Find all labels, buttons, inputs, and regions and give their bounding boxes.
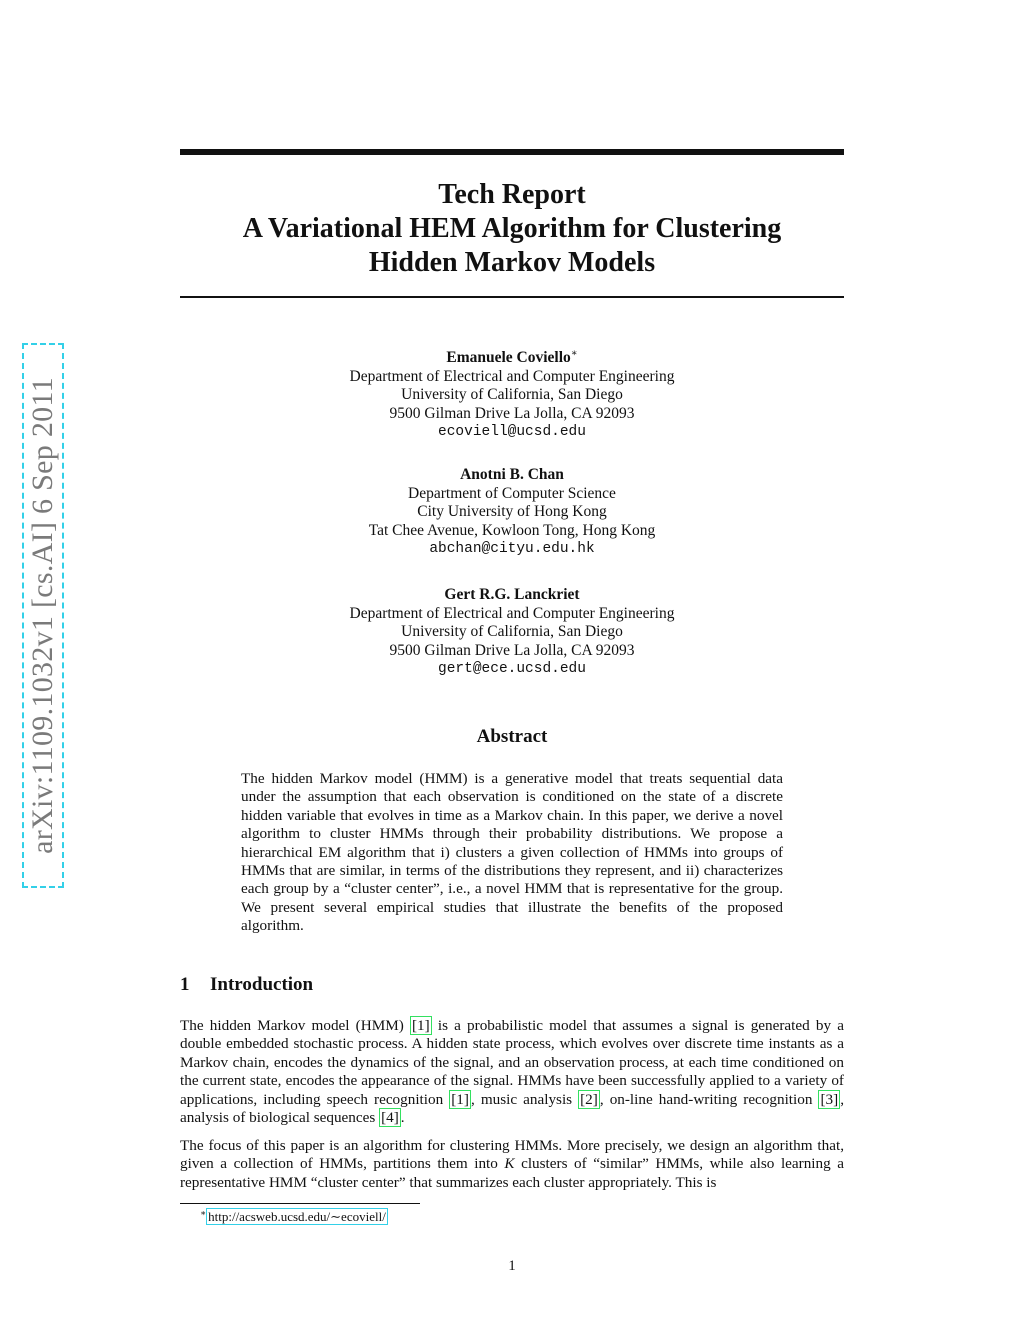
- section-title: Introduction: [210, 974, 314, 995]
- citation-link[interactable]: [3]: [820, 1090, 839, 1108]
- affiliation-line: 9500 Gilman Drive La Jolla, CA 92093: [389, 641, 635, 659]
- paragraph-text: .: [400, 1109, 405, 1127]
- page-number: 1: [508, 1258, 516, 1274]
- abstract-text: The hidden Markov model (HMM) is a generative model that treats sequential data under the assumption that each observation is conditioned on the state of a discrete hidden variable that evolves in time as a Markov chain. In this paper, we derive a novel algorithm to cluster HMMs through their probability distributions. We propose a hierarchical EM algorithm that i) clusters a given collection of HMMs into groups of HMMs that are similar, in terms of the distributions they represent, and ii) characterizes each group by a “cluster center”, i.e., a novel HMM that is representative for the group. We present several empirical studies that illustrate the benefits of the proposed algorithm.: [241, 770, 783, 935]
- abstract-heading: Abstract: [476, 726, 548, 747]
- title-line: A Variational HEM Algorithm for Clustering: [242, 213, 782, 244]
- paragraph-text: , analysis of biological sequences: [180, 1090, 844, 1127]
- author-name: Gert R.G. Lanckriet: [444, 586, 580, 603]
- title-rule-bottom: [180, 296, 844, 298]
- author-block: [180, 345, 844, 442]
- footnote-url-link[interactable]: http://acsweb.ucsd.edu/∼ecoviell/: [208, 1209, 386, 1225]
- affiliation-line: City University of Hong Kong: [417, 503, 607, 520]
- affiliation-line: 9500 Gilman Drive La Jolla, CA 92093: [389, 404, 635, 422]
- section-heading: [180, 974, 313, 996]
- citation-link[interactable]: [1]: [451, 1090, 469, 1108]
- author-email: abchan@cityu.edu.hk: [429, 541, 595, 557]
- footnote-mark: ∗: [570, 348, 578, 359]
- intro-paragraph-1: [180, 1017, 844, 1127]
- author-block: [180, 466, 844, 559]
- paragraph-text: The hidden Markov model (HMM): [180, 1017, 410, 1034]
- math-variable: K: [504, 1155, 515, 1173]
- author-block: [180, 586, 844, 679]
- title-line: Hidden Markov Models: [368, 247, 656, 278]
- paper-title: [180, 178, 844, 280]
- citation-link[interactable]: [1]: [411, 1017, 430, 1034]
- footnote-mark: ∗: [200, 1208, 207, 1218]
- author-email: gert@ece.ucsd.edu: [438, 661, 586, 677]
- affiliation-line: Department of Electrical and Computer Engineering: [349, 604, 675, 622]
- paragraph-text: , music analysis: [470, 1090, 579, 1108]
- citation-link[interactable]: [2]: [580, 1090, 598, 1108]
- author-name: Emanuele Coviello: [446, 349, 571, 367]
- arxiv-identifier[interactable]: arXiv:1109.1032v1 [cs.AI] 6 Sep 2011: [22, 343, 64, 888]
- affiliation-line: Tat Chee Avenue, Kowloon Tong, Hong Kong: [368, 521, 656, 539]
- author-email: ecoviell@ucsd.edu: [438, 424, 586, 441]
- title-rule-top: [180, 149, 844, 155]
- footnote-rule: [180, 1203, 420, 1204]
- affiliation-line: Department of Electrical and Computer Engineering: [349, 367, 675, 385]
- citation-link[interactable]: [4]: [381, 1109, 399, 1127]
- paragraph-text: , on-line hand-writing recognition: [599, 1090, 819, 1108]
- title-line: Tech Report: [438, 179, 586, 210]
- affiliation-line: Department of Computer Science: [408, 484, 616, 502]
- paragraph-text: clusters of “similar” HMMs, while also learning a representative HMM “cluster center” that summarizes each cluster appropriately. This is: [180, 1155, 844, 1191]
- intro-paragraph-2: [180, 1137, 844, 1192]
- affiliation-line: University of California, San Diego: [401, 623, 623, 640]
- author-name: Anotni B. Chan: [460, 466, 564, 483]
- paragraph-text: The focus of this paper is an algorithm for clustering HMMs. More precisely, we design an algorithm that, given a collection of HMMs, partitions them into: [180, 1137, 844, 1173]
- section-number: 1: [180, 974, 190, 995]
- paragraph-text: is a probabilistic model that assumes a signal is generated by a double embedded stochastic process. A hidden state process, which evolves over discrete time instants as a Markov chain, encodes the dynamics of the signal, and an observation process, at each time conditioned on the current state, encodes the appearance of the signal. HMMs have been successfully applied to a variety of applications, including speech recognition: [180, 1017, 844, 1108]
- affiliation-line: University of California, San Diego: [401, 386, 623, 404]
- footnote: [200, 1208, 388, 1225]
